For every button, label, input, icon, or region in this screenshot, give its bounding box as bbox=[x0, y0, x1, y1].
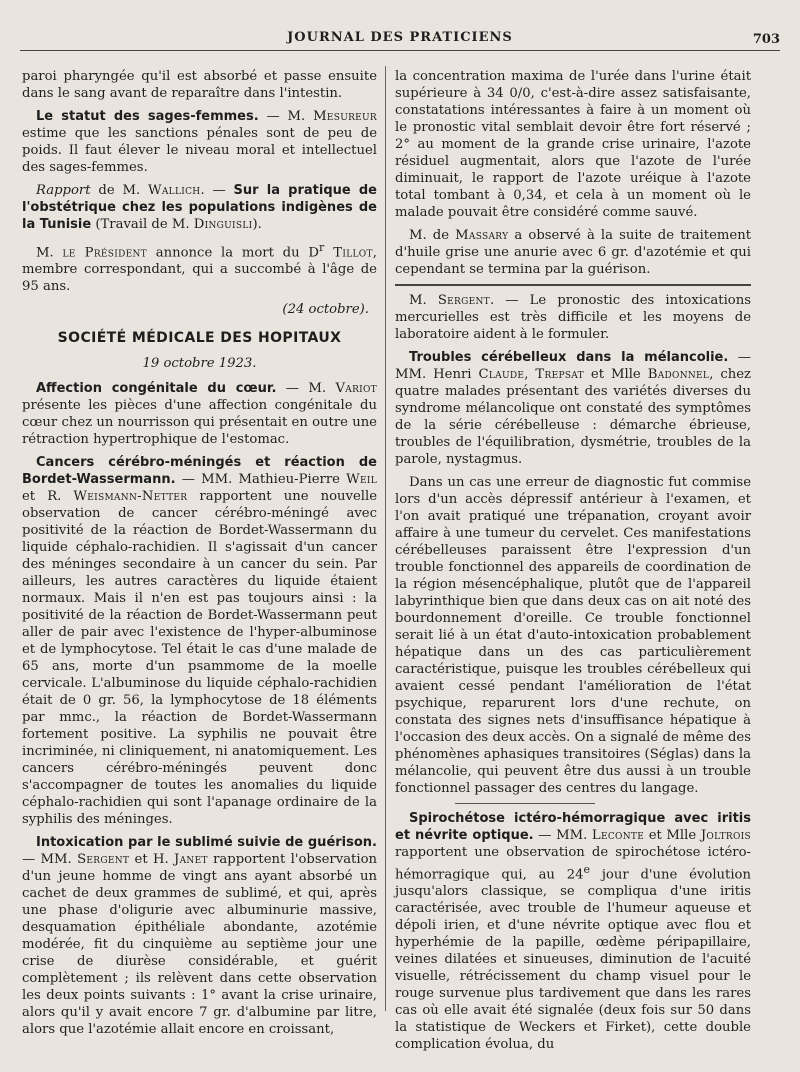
topic-heading: Sur la pratique de l'obstétrique chez les populations indigènes de la Tunisie bbox=[22, 183, 378, 232]
right-column bbox=[395, 68, 751, 1059]
author-name: Sergent bbox=[77, 852, 130, 868]
author-name: Janet bbox=[174, 852, 208, 868]
author-name: Weil bbox=[346, 472, 377, 488]
author-name: Leconte bbox=[591, 828, 645, 843]
session-date: (24 octobre). bbox=[282, 302, 369, 318]
section-heading: SOCIÉTÉ MÉDICALE DES HOPITAUX bbox=[57, 330, 342, 347]
topic-heading: Cancers cérébro-méningés et réaction de Bordet-Wassermann. bbox=[22, 455, 377, 488]
divider-rule bbox=[395, 284, 751, 286]
author-name: Joltrois bbox=[700, 828, 751, 843]
topic-heading: Intoxication par le sublimé suivie de guérison. bbox=[36, 835, 377, 851]
journal-title: JOURNAL DES PRATICIENS bbox=[287, 30, 513, 45]
left-column bbox=[22, 68, 377, 1044]
paragraph: Dans un cas une erreur de diagnostic fut commise lors d'un accès dépressif antérieur à l'examen, et l'on avait pratiqué une trépanation, croyant avoir affaire à une tumeur du cervelet. Ces manifestations cérébelleuses paraissent être l'expression d'un trouble fonctionnel des appareils de coordination de la région mésencéphalique, plutôt que de l'appareil labyrinthique bien que dans deux cas on ait noté des bourdonnement d'oreille. Ce trouble fonctionnel serait lié à un état d'auto-intoxication probablement hépatique dans un des cas particulièrement caractéristique, puisque les troubles cérébelleux qui avaient cessé pendant l'amélioration de l'état psychique, reparurent lors d'une rechute, on constata des signes nets d'insuffisance hépatique à l'occasion des deux accès. On a signalé de même des phénomènes aphasiques transitoires (Séglas) dans la mélancolie, qui peuvent être dus aussi à un trouble fonctionnel passager des centres du langage. bbox=[395, 475, 751, 796]
paragraph: Le statut des sages-femmes. — M. Mesureur estime que les sanctions pénales sont de peu de poids. Il faut élever le niveau moral et intellectuel des sages-femmes. bbox=[22, 109, 377, 175]
topic-heading: Le statut des sages-femmes. bbox=[36, 109, 259, 124]
paragraph: Troubles cérébelleux dans la mélancolie. — MM. Henri Claude, Trepsat et Mlle Badonnel, chez quatre malades présentant des variétés diverses du syndrome mélancolique ont constaté des symptômes de la série cérébelleuse : démarche ébrieuse, troubles de l'équilibration, dysmétrie, troubles de la parole, nystagmus. bbox=[395, 350, 751, 467]
topic-heading: Troubles cérébelleux dans la mélancolie. bbox=[409, 350, 729, 365]
divider-rule bbox=[455, 803, 595, 804]
author-name: Variot bbox=[335, 381, 377, 397]
author-name: Wallich bbox=[148, 183, 201, 198]
paragraph: M. Sergent. — Le pronostic des intoxications mercurielles est très difficile et les moyens de laboratoire aident à le formuler. bbox=[395, 293, 751, 342]
author-name: Claude bbox=[478, 367, 525, 382]
topic-heading: Spirochétose ictéro-hémorragique avec iritis et névrite optique. bbox=[395, 811, 751, 843]
paragraph: la concentration maxima de l'urée dans l'urine était supérieure à 34 0/0, c'est-à-dire assez satisfaisante, constatations intéressantes à faire à un moment où le pronostic vital semblait devoir être fort réservé ; 2° au moment de la grande crise urinaire, l'azote résiduel augmentait, alors que l'azote de l'urée diminuait, le rapport de l'azote uréique à l'azote total tombant à 0,34, et cela à un moment où le malade pouvait être considéré comme sauvé. bbox=[395, 69, 751, 220]
paragraph: paroi pharyngée qu'il est absorbé et passe ensuite dans le sang avant de reparaître dans l'intestin. bbox=[22, 69, 377, 101]
paragraph: Intoxication par le sublimé suivie de guérison. — MM. Sergent et H. Janet rapportent l'observation d'un jeune homme de vingt ans ayant absorbé un cachet de deux grammes de sublimé, et qui, après une phase d'oligurie avec albuminurie massive, desquamation épithéliale abondante, azotémie modérée, fit du cinquième au septième jour une crise de diurèse considérable, et guérit complètement ; ils relèvent dans cette observation les deux points suivants : 1° avant la crise urinaire, alors qu'il y avait encore 7 gr. d'albumine par litre, alors que l'azotémie allait encore en croissant, bbox=[22, 835, 378, 1038]
running-header bbox=[20, 28, 780, 51]
author-name: Trepsat bbox=[535, 367, 584, 382]
topic-heading: Affection congénitale du cœur. bbox=[36, 381, 277, 397]
paragraph: Spirochétose ictéro-hémorragique avec iritis et névrite optique. — MM. Leconte et Mlle Joltrois rapportent une observation de spirochétose ictéro-hémorragique qui, au 24e jour d'une évolution jusqu'alors classique, se compliqua d'une iritis caractérisée, avec trouble de l'humeur aqueuse et dépoli irien, et d'une névrite optique avec flou et hyperhémie de la papille, œdème péripapillaire, veines dilatées et sinueuses, diminution de l'acuité visuelle, rétrécissement du champ visuel pour le rouge survenue plus tardivement que dans les rares cas où elle avait été signalée (deux fois sur 50 dans la statistique de Weckers et Firket), cette double complication évolua, du bbox=[395, 811, 751, 1053]
author-name: Tillot bbox=[324, 245, 373, 261]
session-date: 19 octobre 1923. bbox=[142, 356, 257, 372]
author-name: Dinguisli bbox=[193, 217, 253, 232]
paragraph: Cancers cérébro-méningés et réaction de Bordet-Wassermann. — MM. Mathieu-Pierre Weil et R. Weismann-Netter rapportent une nouvelle observation de cancer cérébro-méningé avec positivité de la réaction de Bordet-Wassermann du liquide céphalo-rachidien. Il s'agissait d'un cancer des méninges secondaire à un cancer du sein. Par ailleurs, les autres caractères du liquide étaient normaux. Mais il n'en est pas toujours ainsi : la positivité de la réaction de Bordet-Wassermann peut aller de pair avec l'existence de l'hyper-albuminose et de lymphocytose. Tel était le cas d'une malade de 65 ans, morte d'un psammome de la moelle cervicale. L'albuminose du liquide céphalo-rachidien était de 0 gr. 56, la lymphocytose de 18 éléments par mmc., la réaction de Bordet-Wassermann fortement positive. La syphilis ne pouvait être incriminée, ni cliniquement, ni anatomiquement. Les cancers cérébro-méningés peuvent donc s'accompagner de toutes les anomalies du liquide céphalo-rachidien qui sont l'apanage ordinaire de la syphilis des méninges. bbox=[22, 455, 378, 828]
page-number: 703 bbox=[752, 32, 780, 47]
paragraph: Rapport de M. Wallich. — Sur la pratique de l'obstétrique chez les populations indigènes de la Tunisie (Travail de M. Dinguisli). bbox=[22, 183, 378, 232]
author-name: Mesureur bbox=[313, 109, 377, 124]
column-divider bbox=[385, 66, 386, 1011]
author-name: Weismann-Netter bbox=[73, 489, 188, 505]
paragraph: M. le Président annonce la mort du $D^r$ Tillot, membre correspondant, qui a succombé à l'âge de 95 ans. bbox=[22, 241, 377, 295]
author-name: Sergent bbox=[437, 293, 490, 308]
author-name: Badonnel bbox=[647, 367, 710, 382]
paragraph: M. de Massary a observé à la suite de traitement d'huile grise une anurie avec 6 gr. d'azotémie et qui cependant se termina par la guérison. bbox=[395, 228, 751, 277]
paragraph: Affection congénitale du cœur. — M. Variot présente les pièces d'une affection congénitale du cœur chez un nourrisson qui présentait en outre une rétraction hypertrophique de l'estomac. bbox=[22, 381, 377, 448]
author-name: Massary bbox=[455, 228, 509, 243]
